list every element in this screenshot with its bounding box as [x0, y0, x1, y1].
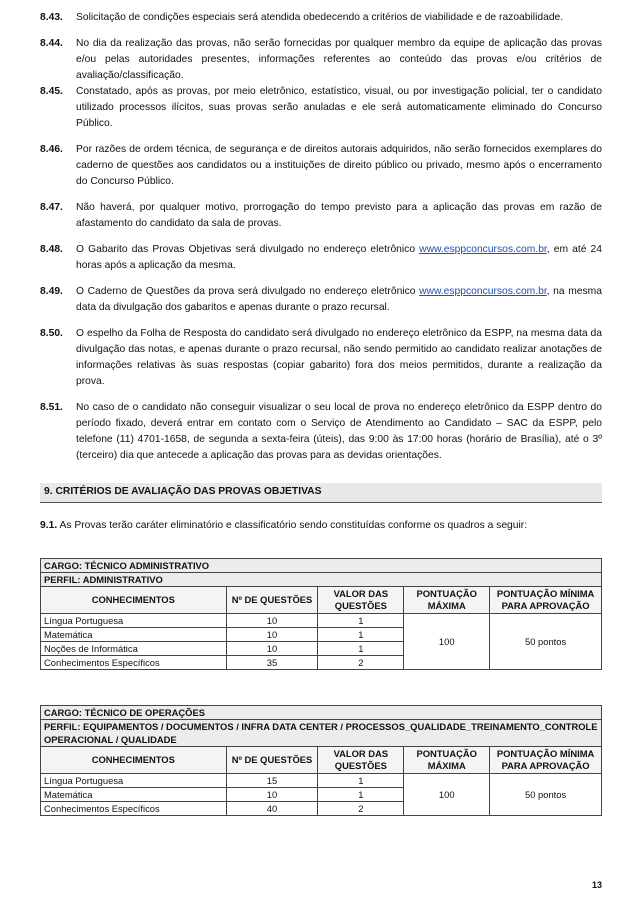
item-number: 8.50. — [40, 328, 63, 339]
item-text: Não haverá, por qualquer motivo, prorrogação do tempo previsto para a aplicação das provas em razão de afastamento do candidato da sala de provas. — [76, 202, 602, 229]
item-8-43 — [40, 10, 602, 26]
subject-name: Língua Portuguesa — [41, 614, 227, 628]
item-8-50 — [40, 326, 602, 390]
question-value: 2 — [318, 656, 404, 670]
page-number: 13 — [591, 880, 602, 890]
min-score: 50 pontos — [490, 774, 602, 816]
question-count: 40 — [226, 802, 318, 816]
perfil-label: PERFIL: EQUIPAMENTOS / DOCUMENTOS / INFRA DATA CENTER / PROCESSOS_QUALIDADE_TREINAMENTO_CONTROLE OPERACIONAL / QUALIDADE — [41, 720, 602, 747]
item-text: Constatado, após as provas, por meio eletrônico, estatístico, visual, ou por investigação policial, ter o candidato utilizado processos ilícitos, suas provas serão anuladas e ele será automaticamente eliminado do Concurso Público. — [76, 86, 602, 129]
intro-number: 9.1. — [40, 520, 58, 531]
item-8-49 — [40, 284, 602, 316]
table-tecnico-operacoes — [40, 705, 602, 816]
item-number: 8.47. — [40, 202, 63, 213]
question-value: 1 — [318, 614, 404, 628]
cargo-label: CARGO: TÉCNICO ADMINISTRATIVO — [41, 559, 602, 573]
item-8-45 — [40, 84, 602, 132]
question-value: 1 — [318, 628, 404, 642]
item-8-51 — [40, 400, 602, 464]
item-number: 8.51. — [40, 402, 63, 413]
header-valor: VALOR DAS QUESTÕES — [318, 747, 404, 774]
header-pontuacao: PONTUAÇÃO MÁXIMA — [404, 587, 490, 614]
subject-name: Noções de Informática — [41, 642, 227, 656]
item-number: 8.48. — [40, 244, 63, 255]
subject-name: Matemática — [41, 628, 227, 642]
question-count: 10 — [226, 614, 318, 628]
item-text-before: O Caderno de Questões da prova será divulgado no endereço eletrônico — [76, 286, 420, 297]
espp-link[interactable]: www.esppconcursos.com.br — [419, 286, 547, 297]
item-number: 8.43. — [40, 12, 63, 23]
item-text: O espelho da Folha de Resposta do candidato será divulgado no endereço eletrônico da ESPP, na mesma data da divulgação das notas, e apenas durante o prazo recursal, não sendo permitido ao candidato realizar anotações de informações relativas às suas respostas (copiar gabarito) fora dos meios permitidos, durante a realização da prova. — [76, 328, 602, 387]
section-heading: 9. CRITÉRIOS DE AVALIAÇÃO DAS PROVAS OBJETIVAS — [40, 483, 602, 503]
item-text-before: O Gabarito das Provas Objetivas será divulgado no endereço eletrônico — [76, 244, 420, 255]
subject-name: Conhecimentos Específicos — [41, 656, 227, 670]
espp-link[interactable]: www.esppconcursos.com.br — [419, 244, 547, 255]
question-count: 10 — [226, 788, 318, 802]
question-value: 1 — [318, 774, 404, 788]
item-text: No caso de o candidato não conseguir visualizar o seu local de prova no endereço eletrônico da ESPP dentro do período fixado, deverá entrar em contato com o Serviço de Atendimento ao Candidato – SAC da ESPP, pelo telefone (11) 4701-1658, de segunda a sexta-feira (úteis), das 9:00 às 17:00 horas (horário de Brasília), até o 3º (terceiro) dia que antecede a aplicação das provas para as devidas orientações. — [76, 402, 602, 461]
min-score: 50 pontos — [490, 614, 602, 670]
item-8-46 — [40, 142, 602, 190]
item-text: No dia da realização das provas, não serão fornecidas por qualquer membro da equipe de aplicação das provas e/ou pelas autoridades presentes, informações referentes ao conteúdo das provas e/ou critérios de avaliação/classificação. — [76, 38, 602, 81]
header-minima: PONTUAÇÃO MÍNIMA PARA APROVAÇÃO — [490, 587, 602, 614]
item-text-after: , na mesma data da divulgação dos gabaritos e apenas durante o prazo recursal. — [76, 286, 602, 313]
item-list — [40, 10, 602, 474]
item-8-44 — [40, 36, 602, 84]
item-text: Por razões de ordem técnica, de segurança e de direitos autorais adquiridos, não serão fornecidos exemplares do caderno de questões aos candidatos ou a instituições de direito público ou privado, mesmo após o encerramento do Concurso Público. — [76, 144, 602, 187]
header-minima: PONTUAÇÃO MÍNIMA PARA APROVAÇÃO — [490, 747, 602, 774]
item-number: 8.44. — [40, 38, 63, 49]
table-row — [41, 614, 602, 628]
question-value: 2 — [318, 802, 404, 816]
perfil-label: PERFIL: ADMINISTRATIVO — [41, 573, 602, 587]
item-8-47 — [40, 200, 602, 232]
item-text-after: , em até 24 horas após a aplicação da mesma. — [76, 244, 602, 271]
question-count: 35 — [226, 656, 318, 670]
item-text — [76, 242, 602, 274]
header-conhecimentos: CONHECIMENTOS — [41, 587, 227, 614]
max-score: 100 — [404, 614, 490, 670]
item-number: 8.49. — [40, 286, 63, 297]
question-count: 15 — [226, 774, 318, 788]
cargo-label: CARGO: TÉCNICO DE OPERAÇÕES — [41, 706, 602, 720]
header-questoes: Nº DE QUESTÕES — [226, 747, 318, 774]
header-valor: VALOR DAS QUESTÕES — [318, 587, 404, 614]
question-count: 10 — [226, 628, 318, 642]
header-conhecimentos: CONHECIMENTOS — [41, 747, 227, 774]
intro-paragraph — [40, 518, 602, 534]
subject-name: Conhecimentos Específicos — [41, 802, 227, 816]
header-pontuacao: PONTUAÇÃO MÁXIMA — [404, 747, 490, 774]
table-row — [41, 774, 602, 788]
item-number: 8.45. — [40, 86, 63, 97]
header-questoes: Nº DE QUESTÕES — [226, 587, 318, 614]
subject-name: Matemática — [41, 788, 227, 802]
question-value: 1 — [318, 642, 404, 656]
subject-name: Língua Portuguesa — [41, 774, 227, 788]
item-text — [76, 284, 602, 316]
item-text: Solicitação de condições especiais será atendida obedecendo a critérios de viabilidade e de razoabilidade. — [76, 12, 564, 23]
question-count: 10 — [226, 642, 318, 656]
question-value: 1 — [318, 788, 404, 802]
item-number: 8.46. — [40, 144, 63, 155]
intro-text: As Provas terão caráter eliminatório e classificatório sendo constituídas conforme os quadros a seguir: — [59, 520, 528, 531]
table-tecnico-administrativo — [40, 558, 602, 670]
item-8-48 — [40, 242, 602, 274]
max-score: 100 — [404, 774, 490, 816]
